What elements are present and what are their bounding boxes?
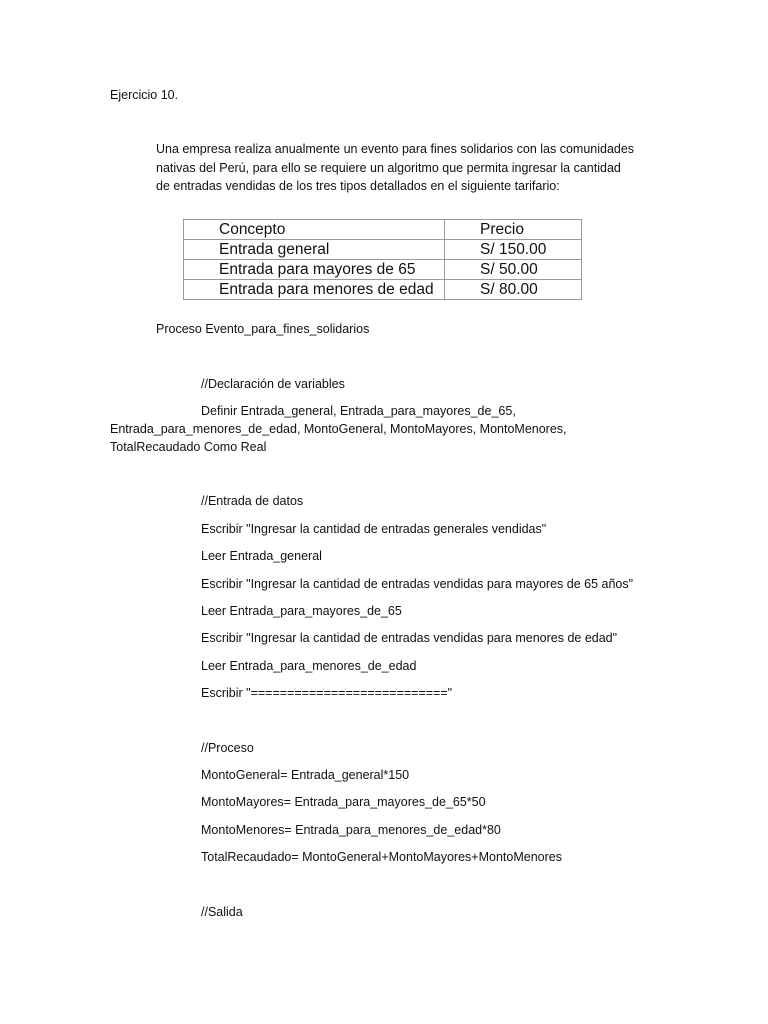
table-row	[184, 240, 582, 260]
column-header-precio: Precio	[445, 220, 582, 240]
concept-cell: Entrada para mayores de 65	[184, 260, 445, 280]
table-header-row	[184, 220, 582, 240]
table-row	[184, 260, 582, 280]
column-header-concepto: Concepto	[184, 220, 445, 240]
price-table	[183, 219, 582, 300]
code-line: MontoGeneral= Entrada_general*150	[201, 768, 410, 782]
code-line: Escribir "Ingresar la cantidad de entradas vendidas para menores de edad"	[201, 631, 618, 645]
code-line: Escribir "Ingresar la cantidad de entradas vendidas para mayores de 65 años"	[201, 577, 634, 591]
definir-line-2: Entrada_para_menores_de_edad, MontoGeneral, MontoMayores, MontoMenores,	[110, 422, 567, 436]
comment-proceso: //Proceso	[201, 741, 254, 755]
exercise-heading: Ejercicio 10.	[110, 88, 179, 102]
price-cell: S/ 80.00	[445, 280, 582, 300]
statement-line: de entradas vendidas de los tres tipos detallados en el siguiente tarifario:	[156, 179, 560, 193]
code-line: MontoMenores= Entrada_para_menores_de_edad*80	[201, 823, 501, 837]
comment-salida: //Salida	[201, 905, 243, 919]
table-row	[184, 280, 582, 300]
code-line: Escribir "Ingresar la cantidad de entradas generales vendidas"	[201, 522, 547, 536]
price-cell: S/ 50.00	[445, 260, 582, 280]
comment-declaration: //Declaración de variables	[201, 377, 345, 391]
comment-entrada: //Entrada de datos	[201, 494, 304, 508]
code-line: Leer Entrada_general	[201, 549, 322, 563]
code-line: Leer Entrada_para_menores_de_edad	[201, 659, 417, 673]
code-line: Escribir "==========================="	[201, 686, 453, 700]
definir-line-1: Definir Entrada_general, Entrada_para_mayores_de_65,	[201, 404, 516, 418]
code-line: TotalRecaudado= MontoGeneral+MontoMayores+MontoMenores	[201, 850, 562, 864]
definir-line-3: TotalRecaudado Como Real	[110, 440, 267, 454]
price-cell: S/ 150.00	[445, 240, 582, 260]
concept-cell: Entrada general	[184, 240, 445, 260]
statement-line: Una empresa realiza anualmente un evento para fines solidarios con las comunidades	[156, 142, 635, 156]
concept-cell: Entrada para menores de edad	[184, 280, 445, 300]
process-declaration: Proceso Evento_para_fines_solidarios	[156, 322, 370, 336]
code-line: MontoMayores= Entrada_para_mayores_de_65*50	[201, 795, 486, 809]
code-line: Leer Entrada_para_mayores_de_65	[201, 604, 402, 618]
problem-statement	[156, 140, 676, 196]
statement-line: nativas del Perú, para ello se requiere un algoritmo que permita ingresar la cantidad	[156, 160, 621, 175]
